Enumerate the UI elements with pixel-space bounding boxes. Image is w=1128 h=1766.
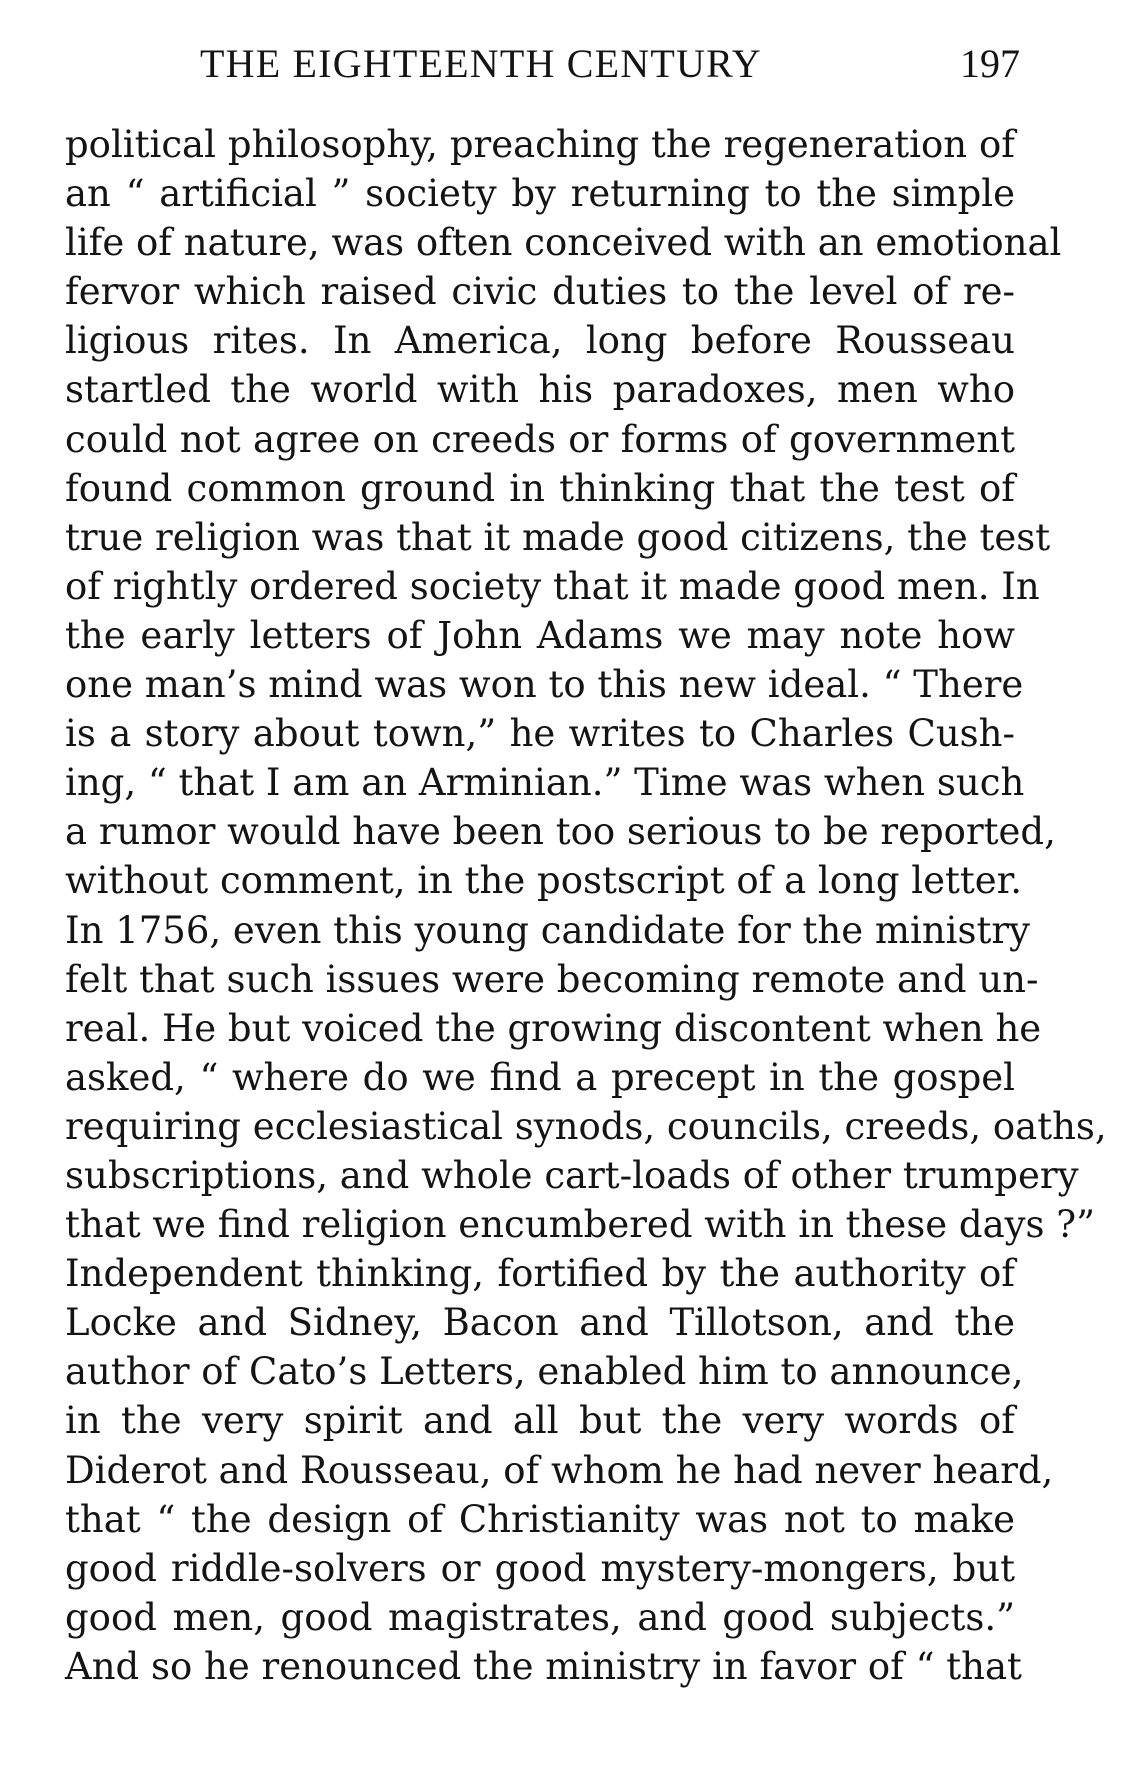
text-line: true religion was that it made good citizens, the test: [65, 515, 1051, 559]
text-line: felt that such issues were becoming remote and un-: [65, 957, 1039, 1001]
text-line: Independent thinking, fortified by the authority of: [65, 1252, 1015, 1296]
text-line: the early letters of John Adams we may note how: [65, 613, 1015, 657]
text-line: found common ground in thinking that the test of: [65, 466, 1015, 510]
text-line: good men, good magistrates, and good subjects.”: [65, 1595, 1015, 1639]
text-line: author of Cato’s Letters, enabled him to announce,: [65, 1350, 1024, 1394]
text-line: political philosophy, preaching the regeneration of: [65, 123, 1015, 166]
text-line: real. He but voiced the growing discontent when he: [65, 1006, 1042, 1050]
text-line: life of nature, was often conceived with an emotional: [65, 221, 1062, 265]
text-line: that “ the design of Christianity was not to make: [65, 1497, 1015, 1541]
running-head: THE EIGHTEENTH CENTURY: [200, 41, 762, 86]
page-number: 197: [960, 41, 1020, 86]
text-line: good riddle-solvers or good mystery-mongers, but: [65, 1546, 1015, 1590]
text-line: subscriptions, and whole cart-loads of other trumpery: [65, 1153, 1079, 1197]
text-line: one man’s mind was won to this new ideal. “ There: [65, 663, 1024, 707]
text-line: requiring ecclesiastical synods, councils, creeds, oaths,: [65, 1104, 1107, 1148]
page-header: [190, 40, 1020, 90]
text-line: in the very spirit and all but the very words of: [65, 1399, 1015, 1443]
text-line: ligious rites. In America, long before Rousseau: [65, 319, 1015, 363]
text-line: of rightly ordered society that it made good men. In: [65, 564, 1040, 608]
text-line: is a story about town,” he writes to Charles Cush-: [65, 712, 1015, 756]
text-line: a rumor would have been too serious to be reported,: [65, 810, 1056, 854]
text-line: Locke and Sidney, Bacon and Tillotson, and the: [65, 1301, 1015, 1345]
body-text: [65, 120, 1107, 1691]
text-line: startled the world with his paradoxes, men who: [65, 368, 1015, 412]
text-line: In 1756, even this young candidate for the ministry: [65, 908, 1030, 952]
text-line: Diderot and Rousseau, of whom he had never heard,: [65, 1448, 1054, 1492]
text-line: without comment, in the postscript of a long letter.: [65, 859, 1023, 903]
text-line: ing, “ that I am an Arminian.” Time was when such: [65, 761, 1025, 805]
text-line: asked, “ where do we find a precept in the gospel: [65, 1055, 1015, 1099]
text-line: that we find religion encumbered with in these days ?”: [65, 1203, 1096, 1247]
text-line: an “ artificial ” society by returning to the simple: [65, 172, 1015, 216]
text-line: could not agree on creeds or forms of government: [65, 417, 1015, 461]
text-line: fervor which raised civic duties to the level of re-: [65, 270, 1015, 314]
text-line: And so he renounced the ministry in favor of “ that: [65, 1644, 1022, 1688]
